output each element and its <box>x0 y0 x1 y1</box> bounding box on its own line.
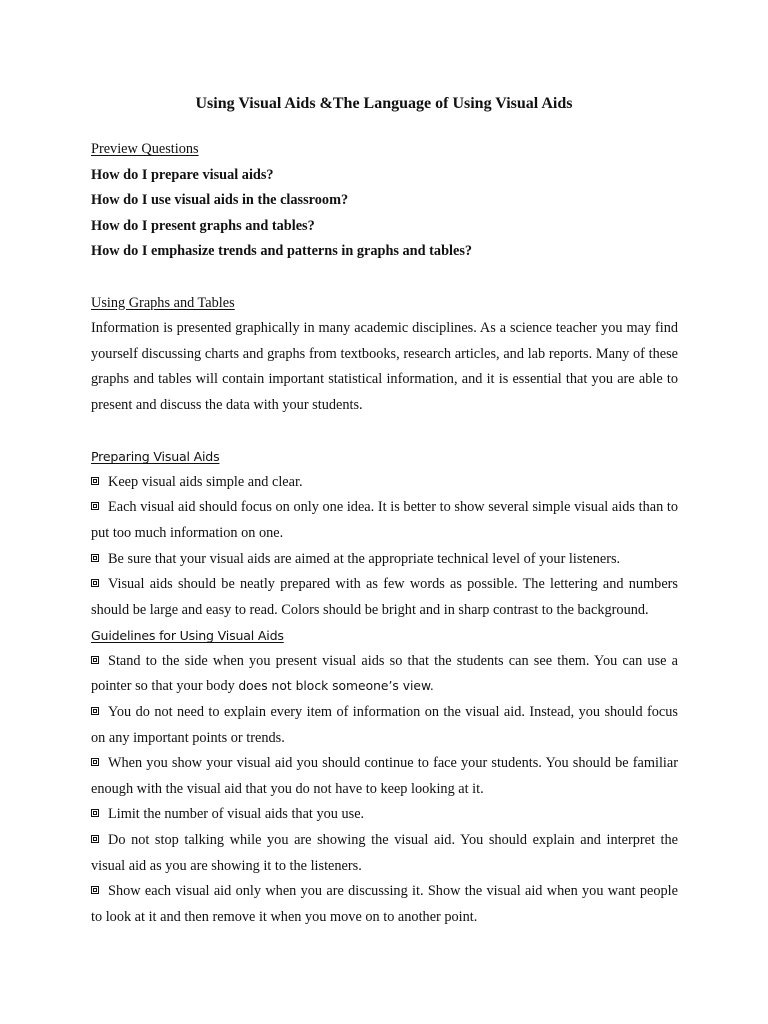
preview-question: How do I present graphs and tables? <box>91 217 315 234</box>
list-item-text: Keep visual aids simple and clear. <box>108 473 303 490</box>
graphs-tables-paragraph: Information is presented graphically in many academic disciplines. As a science teacher you may find yourself discussing charts and graphs from textbooks, research articles, and lab reports. Many of these graphs and tables will contain important statistical information, and it is essential that you are able to present and discuss the data with your students. <box>91 320 678 413</box>
spacer <box>91 419 678 445</box>
checkbox-bullet-icon <box>91 835 99 843</box>
preview-question: How do I use visual aids in the classroom? <box>91 192 349 209</box>
list-item <box>91 802 678 828</box>
checkbox-bullet-icon <box>91 502 99 510</box>
checkbox-bullet-icon <box>91 579 99 587</box>
list-item <box>91 470 678 496</box>
list-item-text: Visual aids should be neatly prepared with as few words as possible. The lettering and numbers should be large and easy to read. Colors should be bright and in sharp contrast to the background. <box>91 576 678 618</box>
checkbox-bullet-icon <box>91 656 99 664</box>
preview-question: How do I emphasize trends and patterns in graphs and tables? <box>91 243 473 260</box>
list-item <box>91 828 678 879</box>
list-item-text: Be sure that your visual aids are aimed at the appropriate technical level of your listeners. <box>108 550 621 567</box>
checkbox-bullet-icon <box>91 554 99 562</box>
list-item-text: When you show your visual aid you should continue to face your students. You should be familiar enough with the visual aid that you do not have to keep looking at it. <box>91 755 678 797</box>
list-item <box>91 879 678 930</box>
preparing-visual-aids-heading: Preparing Visual Aids <box>91 449 220 465</box>
list-item <box>91 751 678 802</box>
list-item-text: Do not stop talking while you are showing the visual aid. You should explain and interpret the visual aid as you are showing it to the listeners. <box>91 832 678 874</box>
list-item-text: Each visual aid should focus on only one idea. It is better to show several simple visual aids than to put too much information on one. <box>91 499 678 541</box>
list-item <box>91 649 678 700</box>
document-body <box>91 137 678 930</box>
list-item-text: Show each visual aid only when you are discussing it. Show the visual aid when you want people to look at it and then remove it when you move on to another point. <box>91 883 678 925</box>
preview-questions-heading: Preview Questions <box>91 141 199 157</box>
list-item-text-tail: does not block someone’s view. <box>238 679 434 694</box>
list-item <box>91 495 678 546</box>
list-item-text: Limit the number of visual aids that you use. <box>108 806 365 823</box>
list-item <box>91 547 678 573</box>
list-item <box>91 700 678 751</box>
list-item <box>91 572 678 623</box>
list-item-text: You do not need to explain every item of information on the visual aid. Instead, you should focus on any important points or trends. <box>91 704 678 746</box>
checkbox-bullet-icon <box>91 809 99 817</box>
graphs-tables-heading: Using Graphs and Tables <box>91 294 235 311</box>
preview-question: How do I prepare visual aids? <box>91 166 274 183</box>
checkbox-bullet-icon <box>91 758 99 766</box>
guidelines-heading: Guidelines for Using Visual Aids <box>91 628 284 644</box>
list-item-text: Stand to the side when you present visual aids so that the students can see them. You can use a pointer so that your body <box>91 652 678 695</box>
checkbox-bullet-icon <box>91 886 99 894</box>
checkbox-bullet-icon <box>91 707 99 715</box>
spacer <box>91 265 678 291</box>
document-title: Using Visual Aids &The Language of Using Visual Aids <box>195 95 573 112</box>
checkbox-bullet-icon <box>91 477 99 485</box>
